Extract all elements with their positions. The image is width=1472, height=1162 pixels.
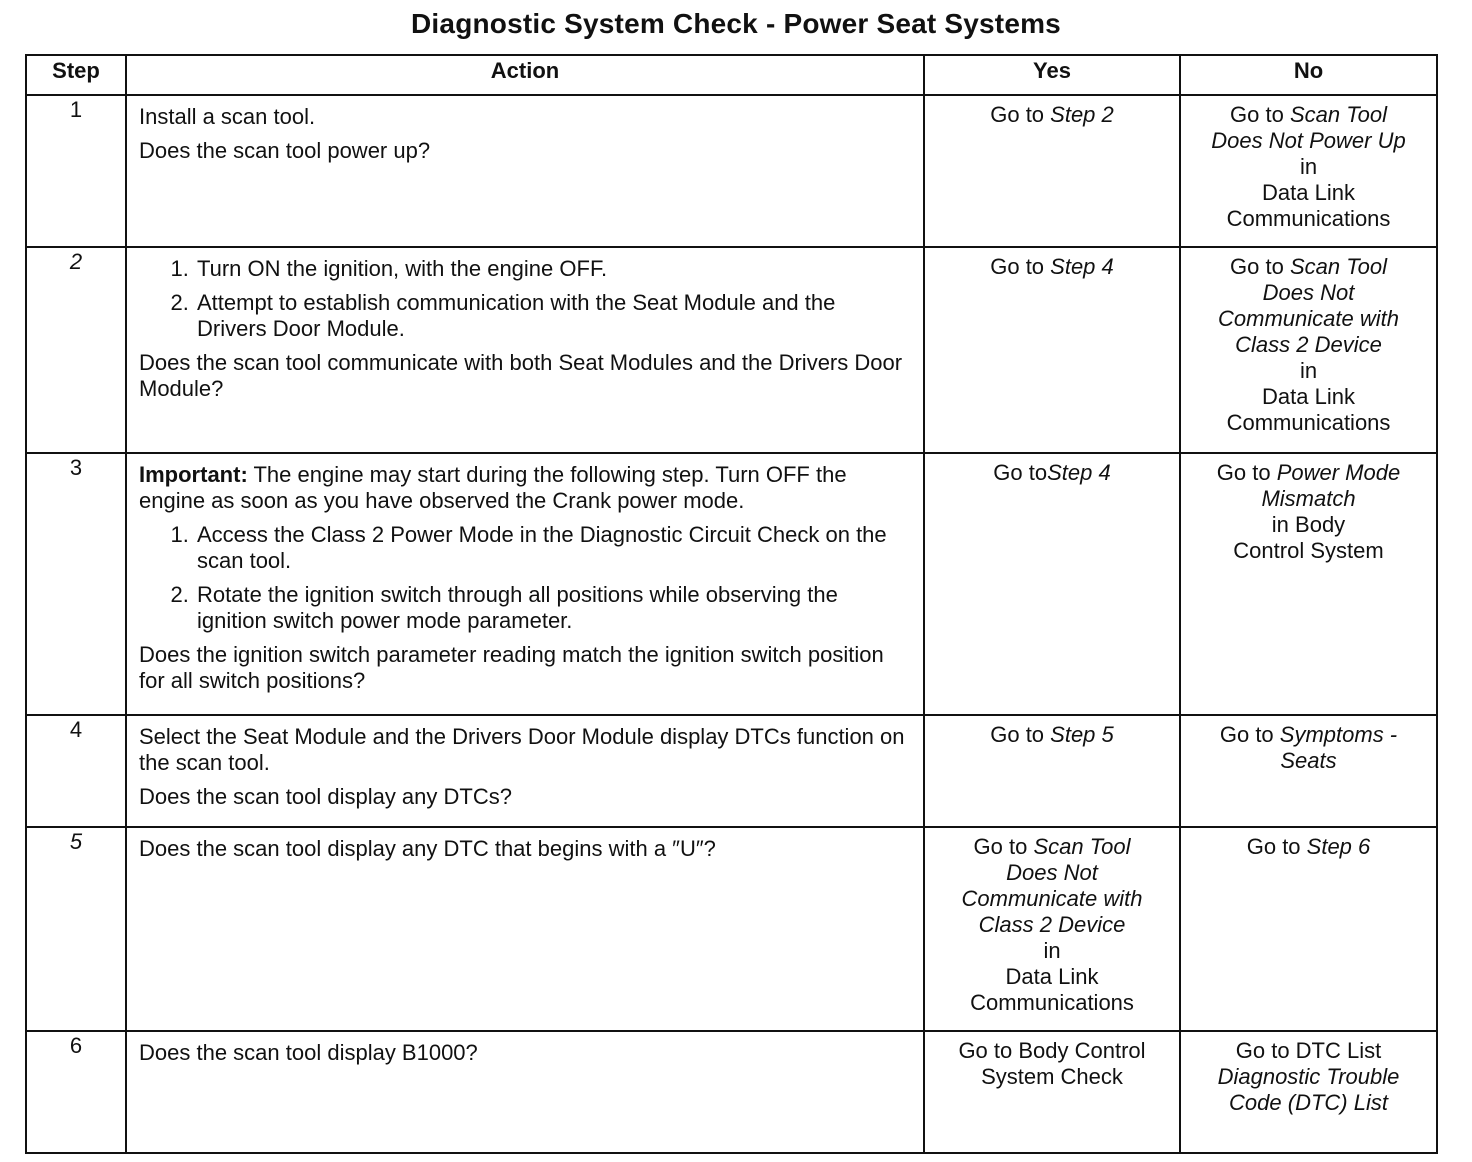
no-prefix: Go to [1246,834,1307,859]
no-prefix: Go to [1230,254,1290,279]
no-in: in [1299,154,1318,179]
action-text: Select the Seat Module and the Drivers Door Module display DTCs function on the scan tool. [139,724,905,775]
yes-section: Communications [970,990,1134,1015]
step-number: 5 [26,827,126,1031]
no-link[interactable]: Does Not Power Up [1211,128,1406,153]
action-step: 1. Access the Class 2 Power Mode in the Diagnostic Circuit Check on the scan tool. [195,522,911,574]
action-steps [139,522,911,634]
no-cell [1180,1031,1437,1153]
yes-link[interactable]: Step 5 [1050,722,1114,747]
no-link[interactable]: Go to DTC List [1235,1038,1382,1063]
yes-section: Data Link [1005,964,1099,989]
no-cell [1180,715,1437,827]
no-link[interactable]: Seats [1280,748,1337,773]
action-question: Does the scan tool communicate with both Seat Modules and the Drivers Door Module? [139,350,903,401]
no-link[interactable]: Scan Tool [1289,254,1387,279]
no-link[interactable]: Communicate with [1218,306,1399,331]
action-cell [126,715,924,827]
no-link[interactable]: Diagnostic Trouble [1217,1064,1400,1089]
table-row [26,247,1437,453]
table-row [26,453,1437,715]
header-no: No [1180,55,1437,95]
action-cell [126,95,924,247]
yes-link[interactable]: Go to Body Control [958,1038,1146,1063]
action-step: 2. Attempt to establish communication with the Seat Module and the Drivers Door Module. [195,290,911,342]
no-cell [1180,827,1437,1031]
no-link[interactable]: Scan Tool [1289,102,1387,127]
no-link[interactable]: Power Mode [1276,460,1401,485]
step-number: 1 [26,95,126,247]
yes-cell [924,247,1180,453]
no-section: Data Link [1262,384,1355,409]
no-link[interactable]: Step 6 [1306,834,1371,859]
no-link[interactable]: Code (DTC) List [1229,1090,1388,1115]
yes-link[interactable]: System Check [981,1064,1123,1089]
yes-prefix: Go to [993,460,1048,485]
action-text: Install a scan tool. [139,104,316,129]
no-in: in Body [1271,512,1346,537]
action-steps [139,256,911,342]
important-text: The engine may start during the following step. Turn OFF the engine as soon as you have observed the Crank power mode. [139,462,847,513]
table-row [26,715,1437,827]
header-step: Step [26,55,126,95]
yes-cell [924,95,1180,247]
important-note [139,462,911,514]
no-prefix: Go to [1219,722,1280,747]
header-row [26,55,1437,95]
action-cell [126,247,924,453]
step-number: 2 [26,247,126,453]
yes-link[interactable]: Does Not [1006,860,1098,885]
yes-prefix: Go to [990,102,1051,127]
yes-link[interactable]: Scan Tool [1033,834,1131,859]
no-section: Communications [1226,206,1391,231]
no-prefix: Go to [1230,102,1290,127]
no-cell [1180,247,1437,453]
no-link[interactable]: Mismatch [1261,486,1356,511]
action-step: 2. Rotate the ignition switch through all positions while observing the ignition switch power mode parameter. [195,582,911,634]
yes-prefix: Go to [990,254,1051,279]
no-cell [1180,453,1437,715]
page-title: Diagnostic System Check - Power Seat Systems [411,8,1061,39]
yes-in: in [1043,938,1061,963]
yes-cell [924,715,1180,827]
yes-link[interactable]: Step 4 [1050,254,1114,279]
action-question: Does the ignition switch parameter reading match the ignition switch position for all switch positions? [139,642,884,693]
action-cell [126,1031,924,1153]
header-yes: Yes [924,55,1180,95]
yes-prefix: Go to [990,722,1051,747]
step-number: 3 [26,453,126,715]
table-row [26,95,1437,247]
yes-prefix: Go to [973,834,1034,859]
no-section: Control System [1233,538,1384,563]
yes-cell [924,1031,1180,1153]
yes-link[interactable]: Class 2 Device [978,912,1126,937]
step-number: 6 [26,1031,126,1153]
step-number: 4 [26,715,126,827]
action-question: Does the scan tool display B1000? [139,1040,478,1065]
action-cell [126,453,924,715]
table-row [26,1031,1437,1153]
action-question: Does the scan tool display any DTCs? [139,784,512,809]
no-section: Data Link [1262,180,1355,205]
action-question: Does the scan tool display any DTC that begins with a ″U″? [139,836,716,861]
no-section: Communications [1226,410,1391,435]
no-in: in [1299,358,1318,383]
yes-cell [924,827,1180,1031]
yes-cell [924,453,1180,715]
action-step: 1. Turn ON the ignition, with the engine OFF. [195,256,911,282]
no-prefix: Go to [1216,460,1277,485]
no-link[interactable]: Does Not [1262,280,1355,305]
diagnostic-table [25,54,1438,1154]
action-question: Does the scan tool power up? [139,138,431,163]
no-link[interactable]: Class 2 Device [1235,332,1382,357]
no-cell [1180,95,1437,247]
no-link[interactable]: Symptoms - [1279,722,1398,747]
important-label: Important: [139,462,248,487]
header-action: Action [126,55,924,95]
action-cell [126,827,924,1031]
yes-link[interactable]: Step 2 [1050,102,1114,127]
yes-link[interactable]: Communicate with [961,886,1143,911]
table-row [26,827,1437,1031]
yes-link[interactable]: Step 4 [1047,460,1111,485]
